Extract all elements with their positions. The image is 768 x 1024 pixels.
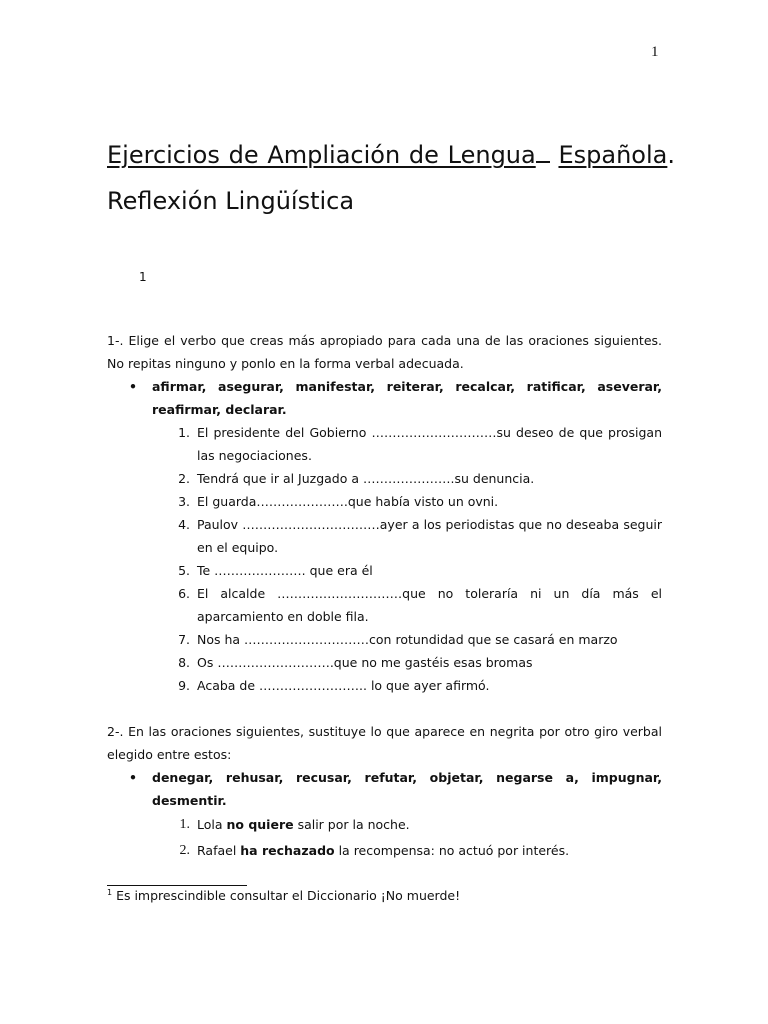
item-bold-text: ha rechazado [240, 843, 335, 858]
list-item [107, 582, 662, 628]
footnote-reference: 1 [139, 270, 147, 284]
bullet-icon: • [129, 379, 137, 394]
exercise-1-items [107, 421, 662, 697]
item-number: 8. [178, 655, 190, 670]
list-item [107, 674, 662, 697]
title-part-1: Ejercicios de Ampliación de Lengua [107, 141, 536, 169]
bullet-icon: • [129, 770, 137, 785]
item-text: Os ……………………….que no me gastéis esas bromas [197, 655, 533, 670]
item-text: El guarda………………….que había visto un ovni. [197, 494, 499, 509]
item-number: 9. [178, 678, 190, 693]
list-item [107, 812, 662, 838]
item-number: 3. [178, 494, 190, 509]
footnote-separator [107, 885, 247, 886]
list-item [107, 513, 662, 559]
exercise-1-verb-list [107, 375, 662, 421]
title-part-3: . Reflexión Lingüística [107, 141, 675, 215]
page-number: 1 [651, 44, 659, 60]
item-text: salir por la noche. [293, 817, 410, 832]
list-item [107, 628, 662, 651]
item-text: Rafael [197, 843, 241, 858]
title-part-2: Española [558, 141, 668, 169]
list-item [107, 467, 662, 490]
item-text: Te …………………. que era él [197, 563, 373, 578]
exercise-2-verb-list [107, 766, 662, 812]
item-text: El presidente del Gobierno …………………………su deseo de que prosigan las negociaciones. [197, 425, 662, 463]
item-number: 2. [179, 843, 190, 858]
exercise-2-verbs: denegar, rehusar, recusar, refutar, objetar, negarse a, impugnar, desmentir. [152, 770, 662, 808]
list-item [107, 838, 662, 864]
item-text: Paulov ……………………………ayer a los periodistas que no deseaba seguir en el equipo. [197, 517, 662, 555]
list-item [107, 651, 662, 674]
item-text: la recompensa: no actuó por interés. [334, 843, 570, 858]
exercise-2 [107, 720, 662, 864]
exercise-1 [107, 329, 662, 697]
footnote-text: Es imprescindible consultar el Diccionario ¡No muerde! [112, 888, 461, 904]
item-bold-text: no quiere [226, 817, 294, 832]
exercise-2-intro: 2-. En las oraciones siguientes, sustituye lo que aparece en negrita por otro giro verbal elegido entre estos: [107, 724, 662, 762]
item-text: Nos ha …………………………con rotundidad que se casará en marzo [197, 632, 618, 647]
document-title [107, 132, 675, 224]
item-number: 6. [178, 586, 190, 601]
list-item [107, 421, 662, 467]
footnote [107, 888, 460, 903]
list-item [107, 490, 662, 513]
item-number: 1. [178, 425, 190, 440]
item-number: 5. [178, 563, 190, 578]
item-number: 2. [178, 471, 190, 486]
exercise-1-verbs: afirmar, asegurar, manifestar, reiterar, recalcar, ratificar, aseverar, reafirmar, declarar. [152, 379, 662, 417]
exercise-1-intro: 1-. Elige el verbo que creas más apropiado para cada una de las oraciones siguientes. No repitas ninguno y ponlo en la forma verbal adecuada. [107, 333, 662, 371]
exercise-2-items [107, 812, 662, 864]
title-underline-fill [536, 160, 550, 163]
item-text: Tendrá que ir al Juzgado a ………………….su denuncia. [197, 471, 535, 486]
item-number: 7. [178, 632, 190, 647]
item-number: 4. [178, 517, 190, 532]
footnote-mark: 1 [107, 888, 113, 897]
item-text: Acaba de …………………….. lo que ayer afirmó. [197, 678, 490, 693]
list-item [107, 559, 662, 582]
item-number: 1. [179, 817, 190, 832]
item-text: El alcalde …………………………que no toleraría ni un día más el aparcamiento en doble fila. [197, 586, 662, 624]
item-text: Lola [197, 817, 227, 832]
